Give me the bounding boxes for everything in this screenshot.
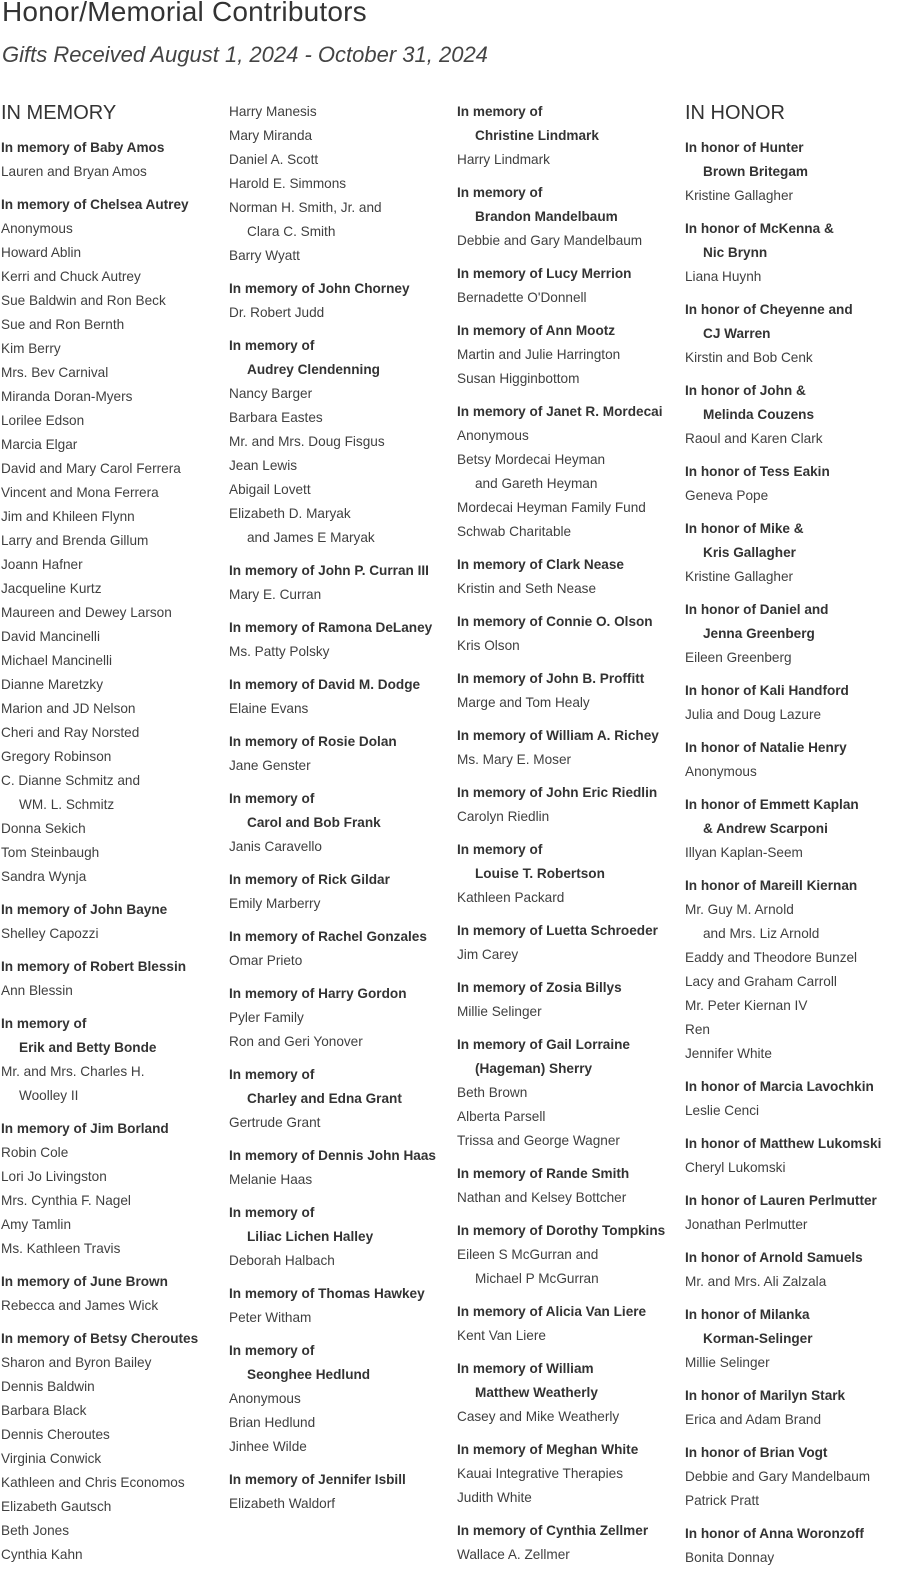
- donor-name: Ms. Kathleen Travis: [1, 1241, 121, 1256]
- donor-name: and Mrs. Liz Arnold: [703, 926, 820, 941]
- tribute-honoree: In honor of Kali Handford: [685, 683, 849, 698]
- donor-name: C. Dianne Schmitz and: [1, 773, 141, 788]
- tribute-honoree: Christine Lindmark: [475, 128, 599, 143]
- tribute-entry: [457, 262, 683, 310]
- tribute-honoree: Charley and Edna Grant: [247, 1091, 402, 1106]
- donor-name: Bonita Donnay: [685, 1550, 775, 1565]
- tribute-entry: [229, 1144, 455, 1192]
- tribute-honoree: Matthew Weatherly: [475, 1385, 598, 1400]
- tribute-honoree: In memory of Jim Borland: [1, 1121, 169, 1136]
- donor-name: Casey and Mike Weatherly: [457, 1409, 620, 1424]
- tribute-honoree: In memory of Ann Mootz: [457, 323, 616, 338]
- donor-name: Raoul and Karen Clark: [685, 431, 823, 446]
- tribute-honoree: In honor of Emmett Kaplan: [685, 797, 859, 812]
- donor-name: Virginia Conwick: [1, 1451, 102, 1466]
- tribute-entry: [1, 898, 227, 946]
- tribute-entry: [457, 100, 683, 172]
- tribute-entry: [229, 1468, 455, 1516]
- donor-name: Julia and Doug Lazure: [685, 707, 822, 722]
- tribute-entry: [685, 136, 899, 208]
- tribute-entry: [685, 679, 899, 727]
- tribute-honoree: In honor of McKenna &: [685, 221, 834, 236]
- tribute-honoree: Korman-Selinger: [703, 1331, 813, 1346]
- donor-name: Dennis Baldwin: [1, 1379, 95, 1394]
- tribute-entry: [685, 1246, 899, 1294]
- tribute-honoree: In memory of: [229, 1067, 315, 1082]
- tribute-entry: [229, 1063, 455, 1135]
- donor-name: Debbie and Gary Mandelbaum: [685, 1469, 871, 1484]
- tribute-entry: [457, 1219, 683, 1291]
- tribute-entry: [457, 667, 683, 715]
- donor-name: Jacqueline Kurtz: [1, 581, 102, 596]
- tribute-entry: [685, 217, 899, 289]
- donor-name: Cheryl Lukomski: [685, 1160, 786, 1175]
- tribute-entry: [1, 1327, 227, 1567]
- tribute-honoree: Seonghee Hedlund: [247, 1367, 371, 1382]
- donor-name: Jane Genster: [229, 758, 311, 773]
- tribute-honoree: In memory of Dorothy Tompkins: [457, 1223, 666, 1238]
- tribute-honoree: Brown Britegam: [703, 164, 808, 179]
- tribute-entry: [685, 1189, 899, 1237]
- tribute-honoree: In honor of Anna Woronzoff: [685, 1526, 864, 1541]
- donor-name: Elaine Evans: [229, 701, 309, 716]
- tribute-honoree: In honor of Matthew Lukomski: [685, 1136, 882, 1151]
- tribute-honoree: In memory of William A. Richey: [457, 728, 659, 743]
- donor-name: Lacy and Graham Carroll: [685, 974, 837, 989]
- donor-name: Jennifer White: [685, 1046, 772, 1061]
- donor-name: Lauren and Bryan Amos: [1, 164, 147, 179]
- donor-name: Ms. Mary E. Moser: [457, 752, 572, 767]
- donor-name: Michael Mancinelli: [1, 653, 113, 668]
- donor-name: Jim and Khileen Flynn: [1, 509, 135, 524]
- tribute-honoree: In honor of Daniel and: [685, 602, 829, 617]
- donor-name: Lori Jo Livingston: [1, 1169, 107, 1184]
- donor-name: Joann Hafner: [1, 557, 83, 572]
- tribute-honoree: In memory of David M. Dodge: [229, 677, 421, 692]
- tribute-honoree: In memory of: [457, 842, 543, 857]
- donor-name: Abigail Lovett: [229, 482, 311, 497]
- tribute-honoree: In memory of Baby Amos: [1, 140, 165, 155]
- donor-name: Pyler Family: [229, 1010, 304, 1025]
- donor-name: Alberta Parsell: [457, 1109, 546, 1124]
- tribute-entry: [1, 193, 227, 889]
- donor-name: Liana Huynh: [685, 269, 762, 284]
- tribute-honoree: In memory of Janet R. Mordecai: [457, 404, 663, 419]
- tribute-entry: [229, 1282, 455, 1330]
- donor-name: Schwab Charitable: [457, 524, 572, 539]
- donor-name: Sharon and Byron Bailey: [1, 1355, 152, 1370]
- donor-name: Elizabeth Waldorf: [229, 1496, 336, 1511]
- tribute-honoree: In memory of June Brown: [1, 1274, 168, 1289]
- donor-name: Jean Lewis: [229, 458, 298, 473]
- donor-name: Barbara Eastes: [229, 410, 323, 425]
- donor-name: Eileen S McGurran and: [457, 1247, 599, 1262]
- donor-name: Kirstin and Bob Cenk: [685, 350, 813, 365]
- section-heading: IN HONOR: [685, 102, 785, 124]
- donor-name: Ann Blessin: [1, 983, 73, 998]
- donor-name: Kristine Gallagher: [685, 569, 794, 584]
- donor-name: Dianne Maretzky: [1, 677, 103, 692]
- tribute-entry: [457, 400, 683, 544]
- tribute-honoree: In memory of Rande Smith: [457, 1166, 630, 1181]
- donor-name: Ren: [685, 1022, 710, 1037]
- donor-name: Vincent and Mona Ferrera: [1, 485, 159, 500]
- donor-name: Erica and Adam Brand: [685, 1412, 822, 1427]
- donor-name: Debbie and Gary Mandelbaum: [457, 233, 643, 248]
- donor-name: Tom Steinbaugh: [1, 845, 100, 860]
- tribute-entry: [229, 334, 455, 550]
- tribute-entry: [457, 610, 683, 658]
- donor-name: Millie Selinger: [457, 1004, 542, 1019]
- tribute-entry: [457, 724, 683, 772]
- donor-name: Harold E. Simmons: [229, 176, 347, 191]
- donor-name: Donna Sekich: [1, 821, 86, 836]
- donor-name: Sue Baldwin and Ron Beck: [1, 293, 166, 308]
- tribute-honoree: In memory of: [1, 1016, 87, 1031]
- donor-name: Jonathan Perlmutter: [685, 1217, 808, 1232]
- donor-name: Susan Higginbottom: [457, 371, 580, 386]
- donor-name: Harry Manesis: [229, 104, 317, 119]
- tribute-entry: [685, 874, 899, 1066]
- tribute-entry: [1, 1012, 227, 1108]
- donor-name: Mr. and Mrs. Charles H.: [1, 1064, 145, 1079]
- donor-name: Clara C. Smith: [247, 224, 336, 239]
- donor-name: Robin Cole: [1, 1145, 69, 1160]
- tribute-entry: [229, 982, 455, 1054]
- tribute-entry: [685, 793, 899, 865]
- tribute-honoree: In memory of John Eric Riedlin: [457, 785, 658, 800]
- tribute-entry: [457, 1162, 683, 1210]
- donor-name: Mr. Peter Kiernan IV: [685, 998, 808, 1013]
- donor-name: Dennis Cheroutes: [1, 1427, 110, 1442]
- page-subtitle: Gifts Received August 1, 2024 - October 31, 2024: [2, 42, 488, 67]
- donor-name: David and Mary Carol Ferrera: [1, 461, 181, 476]
- donor-name: Illyan Kaplan-Seem: [685, 845, 803, 860]
- tribute-honoree: Melinda Couzens: [703, 407, 815, 422]
- donor-name: Kent Van Liere: [457, 1328, 546, 1343]
- donor-name: Beth Brown: [457, 1085, 528, 1100]
- tribute-entry: [685, 1384, 899, 1432]
- tribute-entry: [457, 553, 683, 601]
- tribute-honoree: In memory of Alicia Van Liere: [457, 1304, 647, 1319]
- tribute-entry: [685, 598, 899, 670]
- donor-name: Mordecai Heyman Family Fund: [457, 500, 646, 515]
- donor-name: Peter Witham: [229, 1310, 312, 1325]
- donor-name: Elizabeth Gautsch: [1, 1499, 112, 1514]
- donor-name: Marge and Tom Healy: [457, 695, 590, 710]
- tribute-honoree: In honor of Brian Vogt: [685, 1445, 828, 1460]
- tribute-honoree: In memory of William: [457, 1361, 594, 1376]
- donor-name: and Gareth Heyman: [475, 476, 598, 491]
- donor-name: Lorilee Edson: [1, 413, 85, 428]
- tribute-honoree: In memory of Rachel Gonzales: [229, 929, 427, 944]
- column-1: [1, 100, 227, 1576]
- donor-name: Kathleen Packard: [457, 890, 565, 905]
- tribute-entry: [685, 460, 899, 508]
- tribute-honoree: In honor of Lauren Perlmutter: [685, 1193, 877, 1208]
- donor-name: Larry and Brenda Gillum: [1, 533, 149, 548]
- tribute-entry: [1, 136, 227, 184]
- donor-name: Marion and JD Nelson: [1, 701, 136, 716]
- tribute-entry: [229, 673, 455, 721]
- tribute-entry: [457, 976, 683, 1024]
- donor-name: Sue and Ron Bernth: [1, 317, 125, 332]
- tribute-entry: [685, 379, 899, 451]
- tribute-entry: [685, 517, 899, 589]
- donor-name: Gregory Robinson: [1, 749, 112, 764]
- tribute-entry: [685, 1522, 899, 1570]
- tribute-honoree: In memory of: [229, 338, 315, 353]
- donor-name: Mr. and Mrs. Doug Fisgus: [229, 434, 385, 449]
- tribute-entry: [457, 319, 683, 391]
- tribute-entry: [685, 1441, 899, 1513]
- donor-name: Woolley II: [19, 1088, 79, 1103]
- donor-name: Judith White: [457, 1490, 532, 1505]
- donor-name: WM. L. Schmitz: [19, 797, 115, 812]
- tribute-entry: [229, 730, 455, 778]
- donor-name: Maureen and Dewey Larson: [1, 605, 172, 620]
- tribute-honoree: In honor of Tess Eakin: [685, 464, 830, 479]
- donor-name: Omar Prieto: [229, 953, 303, 968]
- donor-name: Kristin and Seth Nease: [457, 581, 597, 596]
- tribute-entry: [457, 781, 683, 829]
- donor-name: Sandra Wynja: [1, 869, 87, 884]
- tribute-honoree: Nic Brynn: [703, 245, 768, 260]
- donor-name: and James E Maryak: [247, 530, 375, 545]
- donor-name: Nathan and Kelsey Bottcher: [457, 1190, 627, 1205]
- tribute-honoree: In memory of Jennifer Isbill: [229, 1472, 406, 1487]
- tribute-honoree: In honor of Mike &: [685, 521, 804, 536]
- tribute-honoree: In memory of Harry Gordon: [229, 986, 407, 1001]
- donor-name: Anonymous: [457, 428, 529, 443]
- tribute-entry: [229, 277, 455, 325]
- tribute-honoree: In memory of Rosie Dolan: [229, 734, 397, 749]
- donor-name: Daniel A. Scott: [229, 152, 319, 167]
- donor-name: Janis Caravello: [229, 839, 322, 854]
- tribute-entry: [457, 1300, 683, 1348]
- tribute-honoree: Audrey Clendenning: [247, 362, 380, 377]
- donor-name: Wallace A. Zellmer: [457, 1547, 570, 1562]
- donor-name: Amy Tamlin: [1, 1217, 71, 1232]
- tribute-honoree: In honor of Marcia Lavochkin: [685, 1079, 874, 1094]
- donor-name: Patrick Pratt: [685, 1493, 760, 1508]
- tribute-honoree: Erik and Betty Bonde: [19, 1040, 157, 1055]
- tribute-honoree: In honor of Natalie Henry: [685, 740, 847, 755]
- column-3: [457, 100, 683, 1576]
- tribute-honoree: In honor of Milanka: [685, 1307, 810, 1322]
- tribute-honoree: In memory of John Chorney: [229, 281, 410, 296]
- column-4: [685, 100, 899, 1579]
- column-2: [229, 100, 455, 1525]
- tribute-entry: [457, 181, 683, 253]
- section-heading: IN MEMORY: [1, 102, 117, 124]
- donor-name: Anonymous: [685, 764, 757, 779]
- tribute-honoree: In memory of John P. Curran III: [229, 563, 429, 578]
- donor-name: Kathleen and Chris Economos: [1, 1475, 185, 1490]
- donor-name: Bernadette O'Donnell: [457, 290, 587, 305]
- donor-name: Jim Carey: [457, 947, 519, 962]
- donor-name: Mrs. Cynthia F. Nagel: [1, 1193, 131, 1208]
- donor-name: Kris Olson: [457, 638, 520, 653]
- donor-name: Deborah Halbach: [229, 1253, 335, 1268]
- donor-name: Betsy Mordecai Heyman: [457, 452, 606, 467]
- tribute-honoree: In memory of John B. Proffitt: [457, 671, 645, 686]
- donor-name: Kristine Gallagher: [685, 188, 794, 203]
- tribute-honoree: In memory of Meghan White: [457, 1442, 639, 1457]
- donor-name: Harry Lindmark: [457, 152, 550, 167]
- tribute-entry: [229, 868, 455, 916]
- donor-name: Carolyn Riedlin: [457, 809, 550, 824]
- tribute-entry: [457, 1033, 683, 1153]
- donor-name: Millie Selinger: [685, 1355, 770, 1370]
- tribute-honoree: In memory of: [229, 791, 315, 806]
- tribute-honoree: In memory of: [229, 1205, 315, 1220]
- donor-name: Cynthia Kahn: [1, 1547, 83, 1562]
- donor-name: Cheri and Ray Norsted: [1, 725, 140, 740]
- tribute-entry: [229, 1339, 455, 1459]
- tribute-honoree: In memory of Zosia Billys: [457, 980, 622, 995]
- donor-name: Emily Marberry: [229, 896, 321, 911]
- donor-name: Anonymous: [1, 221, 73, 236]
- donor-name: Barry Wyatt: [229, 248, 300, 263]
- tribute-honoree: In honor of John &: [685, 383, 806, 398]
- tribute-entry: [685, 298, 899, 370]
- tribute-honoree: In memory of: [457, 104, 543, 119]
- tribute-honoree: In memory of Robert Blessin: [1, 959, 187, 974]
- donor-name: Geneva Pope: [685, 488, 769, 503]
- tribute-honoree: In memory of Cynthia Zellmer: [457, 1523, 649, 1538]
- page-title: Honor/Memorial Contributors: [2, 0, 367, 27]
- tribute-honoree: & Andrew Scarponi: [703, 821, 828, 836]
- donor-name: David Mancinelli: [1, 629, 100, 644]
- tribute-honoree: In honor of Hunter: [685, 140, 804, 155]
- tribute-honoree: Brandon Mandelbaum: [475, 209, 618, 224]
- donor-name: Beth Jones: [1, 1523, 70, 1538]
- tribute-honoree: In memory of: [457, 185, 543, 200]
- tribute-honoree: In memory of Connie O. Olson: [457, 614, 653, 629]
- donor-name: Eaddy and Theodore Bunzel: [685, 950, 858, 965]
- tribute-honoree: Kris Gallagher: [703, 545, 796, 560]
- tribute-honoree: In honor of Cheyenne and: [685, 302, 853, 317]
- tribute-honoree: CJ Warren: [703, 326, 771, 341]
- donor-name: Anonymous: [229, 1391, 301, 1406]
- donor-name: Kim Berry: [1, 341, 61, 356]
- donor-name: Mary Miranda: [229, 128, 313, 143]
- donor-name: Barbara Black: [1, 1403, 87, 1418]
- donor-name: Martin and Julie Harrington: [457, 347, 621, 362]
- donor-name: Dr. Robert Judd: [229, 305, 325, 320]
- tribute-entry: [1, 1270, 227, 1318]
- tribute-entry: [229, 100, 455, 268]
- tribute-honoree: Carol and Bob Frank: [247, 815, 381, 830]
- tribute-honoree: In memory of Dennis John Haas: [229, 1148, 436, 1163]
- tribute-honoree: In memory of John Bayne: [1, 902, 168, 917]
- tribute-honoree: In honor of Mareill Kiernan: [685, 878, 858, 893]
- tribute-entry: [457, 1519, 683, 1567]
- tribute-honoree: In memory of Clark Nease: [457, 557, 624, 572]
- tribute-entry: [229, 925, 455, 973]
- donor-name: Nancy Barger: [229, 386, 313, 401]
- tribute-entry: [685, 1075, 899, 1123]
- donor-name: Ms. Patty Polsky: [229, 644, 330, 659]
- donor-name: Rebecca and James Wick: [1, 1298, 159, 1313]
- donor-name: Jinhee Wilde: [229, 1439, 307, 1454]
- tribute-honoree: In memory of Chelsea Autrey: [1, 197, 189, 212]
- tribute-entry: [685, 1303, 899, 1375]
- donor-name: Eileen Greenberg: [685, 650, 792, 665]
- donor-name: Brian Hedlund: [229, 1415, 316, 1430]
- tribute-entry: [685, 736, 899, 784]
- tribute-honoree: Liliac Lichen Halley: [247, 1229, 374, 1244]
- donor-name: Trissa and George Wagner: [457, 1133, 620, 1148]
- tribute-honoree: In memory of Gail Lorraine: [457, 1037, 630, 1052]
- tribute-honoree: In memory of Betsy Cheroutes: [1, 1331, 199, 1346]
- tribute-honoree: In memory of Ramona DeLaney: [229, 620, 433, 635]
- donor-name: Kerri and Chuck Autrey: [1, 269, 141, 284]
- tribute-entry: [229, 787, 455, 859]
- tribute-honoree: In honor of Marilyn Stark: [685, 1388, 846, 1403]
- tribute-honoree: In memory of Thomas Hawkey: [229, 1286, 425, 1301]
- donor-name: Ron and Geri Yonover: [229, 1034, 363, 1049]
- donor-name: Mrs. Bev Carnival: [1, 365, 109, 380]
- tribute-entry: [1, 955, 227, 1003]
- donor-name: Howard Ablin: [1, 245, 82, 260]
- donor-name: Mr. and Mrs. Ali Zalzala: [685, 1274, 827, 1289]
- donor-name: Shelley Capozzi: [1, 926, 99, 941]
- tribute-honoree: In memory of: [229, 1343, 315, 1358]
- donor-name: Elizabeth D. Maryak: [229, 506, 351, 521]
- tribute-entry: [1, 1117, 227, 1261]
- donor-name: Miranda Doran-Myers: [1, 389, 133, 404]
- donor-name: Kauai Integrative Therapies: [457, 1466, 623, 1481]
- donor-name: Marcia Elgar: [1, 437, 78, 452]
- donor-name: Gertrude Grant: [229, 1115, 321, 1130]
- tribute-entry: [229, 1201, 455, 1273]
- tribute-entry: [685, 1132, 899, 1180]
- tribute-honoree: In honor of Arnold Samuels: [685, 1250, 863, 1265]
- tribute-honoree: (Hageman) Sherry: [475, 1061, 593, 1076]
- donor-name: Norman H. Smith, Jr. and: [229, 200, 382, 215]
- tribute-honoree: Jenna Greenberg: [703, 626, 815, 641]
- tribute-entry: [229, 559, 455, 607]
- tribute-entry: [229, 616, 455, 664]
- donor-name: Mr. Guy M. Arnold: [685, 902, 794, 917]
- tribute-honoree: Louise T. Robertson: [475, 866, 605, 881]
- tribute-honoree: In memory of Rick Gildar: [229, 872, 390, 887]
- donor-name: Leslie Cenci: [685, 1103, 760, 1118]
- donor-name: Michael P McGurran: [475, 1271, 599, 1286]
- tribute-honoree: In memory of Luetta Schroeder: [457, 923, 658, 938]
- tribute-entry: [457, 838, 683, 910]
- tribute-entry: [457, 1438, 683, 1510]
- tribute-honoree: In memory of Lucy Merrion: [457, 266, 632, 281]
- tribute-entry: [457, 919, 683, 967]
- donor-name: Melanie Haas: [229, 1172, 313, 1187]
- donor-name: Mary E. Curran: [229, 587, 322, 602]
- tribute-entry: [457, 1357, 683, 1429]
